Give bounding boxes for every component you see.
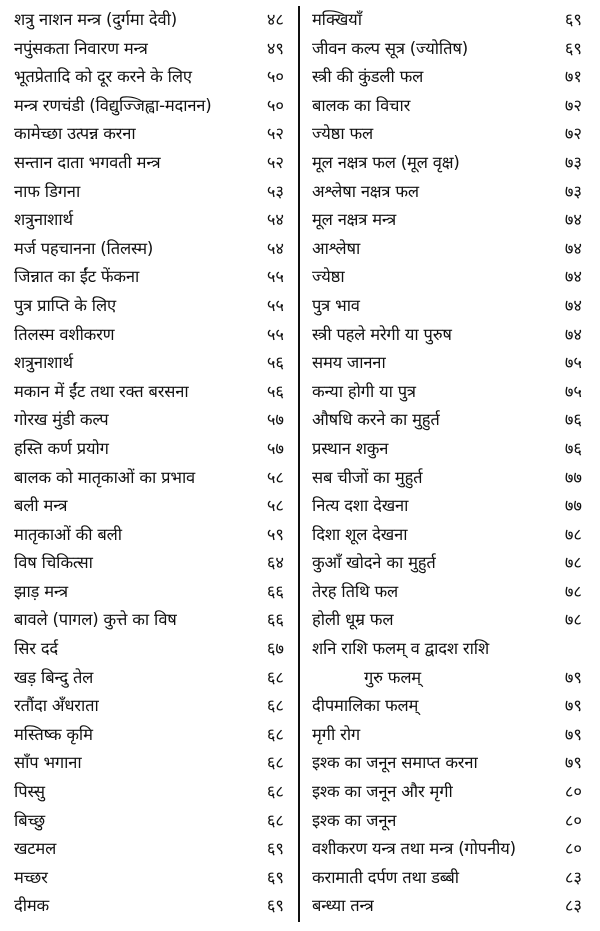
- entry-title: मक्खियाँ: [312, 10, 362, 29]
- entry-title: कामेच्छा उत्पन्न करना: [14, 124, 136, 144]
- entry-title: मातृकाओं की बली: [14, 524, 122, 544]
- entry-title: खड़ बिन्दु तेल: [14, 667, 94, 687]
- entry-page-number: ८३: [564, 867, 582, 887]
- index-entry: [8, 549, 290, 578]
- entry-page-number: ६६: [266, 581, 284, 601]
- index-entry: [8, 292, 290, 321]
- index-entry: [306, 778, 588, 807]
- index-entry: [8, 635, 290, 664]
- entry-title: पिस्सु: [14, 782, 45, 802]
- index-entry: [8, 349, 290, 378]
- entry-page-number: ७८: [564, 524, 582, 544]
- index-entry: [306, 263, 588, 292]
- entry-page-number: ६८: [266, 810, 284, 830]
- entry-page-number: ७९: [564, 696, 582, 716]
- entry-page-number: ७६: [564, 410, 582, 430]
- entry-title: औषधि करने का मुहुर्त: [312, 410, 440, 430]
- entry-title: बली मन्त्र: [14, 496, 68, 516]
- index-entry: [306, 635, 588, 692]
- entry-title: रतौंदा अँधराता: [14, 696, 99, 716]
- index-column-right: [306, 6, 588, 921]
- index-entry: [306, 492, 588, 521]
- entry-title: बावले (पागल) कुत्ते का विष: [14, 610, 177, 630]
- entry-title: इश्क का जनून: [312, 810, 397, 830]
- entry-title: सन्तान दाता भगवती मन्त्र: [14, 152, 161, 172]
- entry-page-number: ७५: [564, 353, 582, 373]
- entry-page-number: ५२: [266, 124, 284, 144]
- entry-title: बिच्छु: [14, 810, 45, 830]
- entry-title: हस्ति कर्ण प्रयोग: [14, 438, 109, 458]
- entry-title: शत्रुनाशार्थ: [14, 210, 73, 230]
- entry-page-number: ६९: [564, 38, 582, 58]
- index-entry: [8, 92, 290, 121]
- index-entry: [8, 664, 290, 693]
- entry-page-number: ७९: [564, 667, 582, 687]
- column-divider: [298, 6, 300, 922]
- index-entry: [8, 6, 290, 35]
- entry-title: मूल नक्षत्र मन्त्र: [312, 210, 396, 230]
- index-entry: [8, 464, 290, 493]
- index-entry: [306, 321, 588, 350]
- index-entry: [8, 120, 290, 149]
- entry-page-number: ६८: [266, 667, 284, 687]
- entry-page-number: ६९: [266, 839, 284, 859]
- entry-title: ज्येष्ठा: [312, 267, 345, 287]
- index-entry: [8, 492, 290, 521]
- entry-page-number: ५७: [266, 438, 284, 458]
- entry-title: जिन्नात का ईंट फेंकना: [14, 267, 140, 287]
- entry-title: मर्ज पहचानना (तिलस्म): [14, 238, 154, 258]
- index-entry: [306, 235, 588, 264]
- entry-title: बालक को मातृकाओं का प्रभाव: [14, 467, 196, 487]
- entry-page-number: ६६: [266, 610, 284, 630]
- entry-title: कन्या होगी या पुत्र: [312, 381, 416, 401]
- entry-title: साँप भगाना: [14, 753, 82, 773]
- index-entry: [8, 321, 290, 350]
- entry-title: तिलस्म वशीकरण: [14, 324, 115, 344]
- entry-page-number: ५६: [266, 381, 284, 401]
- index-entry: [306, 6, 588, 35]
- entry-page-number: ६८: [266, 724, 284, 744]
- entry-title-continuation: गुरु फलम्: [364, 667, 421, 687]
- entry-title: विष चिकित्सा: [14, 553, 93, 573]
- index-entry: [8, 263, 290, 292]
- entry-page-number: ७२: [564, 95, 582, 115]
- entry-title: शत्रुनाशार्थ: [14, 353, 73, 373]
- index-entry: [306, 464, 588, 493]
- entry-title: बन्ध्या तन्त्र: [312, 896, 374, 916]
- index-entry: [8, 235, 290, 264]
- index-entry: [306, 692, 588, 721]
- entry-page-number: ७२: [564, 124, 582, 144]
- index-entry: [8, 435, 290, 464]
- entry-page-number: ७४: [564, 210, 582, 230]
- entry-page-number: ५७: [266, 410, 284, 430]
- entry-page-number: ४८: [266, 10, 284, 29]
- index-entry: [8, 749, 290, 778]
- entry-page-number: ५५: [266, 267, 284, 287]
- entry-title: वशीकरण यन्त्र तथा मन्त्र (गोपनीय): [312, 839, 516, 859]
- entry-page-number: ७७: [564, 496, 582, 516]
- entry-page-number: ५०: [266, 67, 284, 87]
- index-entry: [306, 292, 588, 321]
- index-entry: [306, 549, 588, 578]
- entry-page-number: ७९: [564, 753, 582, 773]
- entry-page-number: ७८: [564, 581, 582, 601]
- entry-title: स्त्री की कुंडली फल: [312, 67, 424, 87]
- entry-title: तेरह तिथि फल: [312, 581, 399, 601]
- entry-title: मच्छर: [14, 867, 48, 887]
- index-entry: [8, 721, 290, 750]
- entry-page-number: ७३: [564, 181, 582, 201]
- index-entry: [306, 120, 588, 149]
- entry-page-number: ७४: [564, 295, 582, 315]
- index-entry: [8, 835, 290, 864]
- index-entry: [8, 206, 290, 235]
- entry-title: बालक का विचार: [312, 95, 411, 115]
- entry-page-number: ५४: [266, 210, 284, 230]
- entry-page-number: ७८: [564, 610, 582, 630]
- entry-title: मस्तिष्क कृमि: [14, 724, 93, 744]
- index-entry: [8, 606, 290, 635]
- entry-title: झाड़ मन्त्र: [14, 581, 68, 601]
- entry-page-number: ५८: [266, 467, 284, 487]
- entry-page-number: ५४: [266, 238, 284, 258]
- entry-title: सिर दर्द: [14, 639, 58, 659]
- entry-title: मूल नक्षत्र फल (मूल वृक्ष): [312, 152, 460, 172]
- entry-page-number: ६९: [266, 896, 284, 916]
- index-entry: [8, 63, 290, 92]
- entry-title: शत्रु नाशन मन्त्र (दुर्गमा देवी): [14, 10, 177, 29]
- entry-page-number: ५२: [266, 152, 284, 172]
- index-entry: [306, 63, 588, 92]
- entry-title: पुत्र भाव: [312, 295, 360, 315]
- entry-page-number: ६८: [266, 782, 284, 802]
- entry-page-number: ६७: [266, 639, 284, 659]
- entry-page-number: ७४: [564, 324, 582, 344]
- index-entry: [306, 892, 588, 921]
- entry-title: नाफ डिगना: [14, 181, 81, 201]
- index-entry: [306, 178, 588, 207]
- index-entry: [306, 435, 588, 464]
- index-entry: [8, 778, 290, 807]
- entry-title: गोरख मुंडी कल्प: [14, 410, 109, 430]
- index-entry: [8, 578, 290, 607]
- entry-title: दीपमालिका फलम्: [312, 696, 419, 716]
- entry-title: नित्य दशा देखना: [312, 496, 409, 516]
- entry-title: शनि राशि फलम् व द्वादश राशि: [312, 639, 489, 659]
- entry-title: जीवन कल्प सूत्र (ज्योतिष): [312, 38, 468, 58]
- index-entry: [8, 892, 290, 921]
- entry-page-number: ७७: [564, 467, 582, 487]
- index-entry: [306, 35, 588, 64]
- index-entry: [8, 807, 290, 836]
- index-entry: [8, 149, 290, 178]
- entry-title: अश्लेषा नक्षत्र फल: [312, 181, 419, 201]
- entry-page-number: ७६: [564, 438, 582, 458]
- entry-page-number: ५६: [266, 353, 284, 373]
- index-entry: [306, 206, 588, 235]
- entry-title: भूतप्रेतादि को दूर करने के लिए: [14, 67, 192, 87]
- entry-title: नपुंसकता निवारण मन्त्र: [14, 38, 148, 58]
- index-entry: [306, 749, 588, 778]
- entry-page-number: ५०: [266, 95, 284, 115]
- index-entry: [306, 721, 588, 750]
- entry-page-number: ५५: [266, 324, 284, 344]
- entry-title: इश्क का जनून और मृगी: [312, 782, 453, 802]
- index-entry: [8, 178, 290, 207]
- index-entry: [8, 378, 290, 407]
- index-entry: [306, 521, 588, 550]
- entry-title: मन्त्र रणचंडी (विद्युज्जिह्वा-मदानन): [14, 95, 212, 115]
- entry-title: खटमल: [14, 839, 57, 859]
- entry-title: समय जानना: [312, 353, 386, 373]
- entry-title: दिशा शूल देखना: [312, 524, 408, 544]
- entry-page-number: ५५: [266, 295, 284, 315]
- entry-page-number: ६८: [266, 696, 284, 716]
- entry-page-number: ७९: [564, 724, 582, 744]
- entry-title: सब चीजों का मुहुर्त: [312, 467, 423, 487]
- index-entry: [8, 35, 290, 64]
- entry-page-number: ७४: [564, 238, 582, 258]
- entry-page-number: ७५: [564, 381, 582, 401]
- entry-title: पुत्र प्राप्ति के लिए: [14, 295, 116, 315]
- entry-page-number: ६४: [266, 553, 284, 573]
- index-entry: [306, 406, 588, 435]
- entry-title: प्रस्थान शकुन: [312, 438, 389, 458]
- index-entry: [306, 149, 588, 178]
- entry-title: स्त्री पहले मरेगी या पुरुष: [312, 324, 452, 344]
- index-entry: [8, 521, 290, 550]
- entry-page-number: ८०: [564, 810, 582, 830]
- entry-title: आश्लेषा: [312, 238, 361, 258]
- entry-page-number: ५८: [266, 496, 284, 516]
- index-entry: [8, 864, 290, 893]
- index-entry: [306, 378, 588, 407]
- entry-title: मकान में ईंट तथा रक्त बरसना: [14, 381, 189, 401]
- index-entry: [306, 349, 588, 378]
- entry-title: ज्येष्ठा फल: [312, 124, 373, 144]
- entry-title: करामाती दर्पण तथा डब्बी: [312, 867, 459, 887]
- entry-page-number: ५९: [266, 524, 284, 544]
- entry-title: होली धूम्र फल: [312, 610, 394, 630]
- index-column-left: [8, 6, 290, 921]
- entry-page-number: ७४: [564, 267, 582, 287]
- index-entry: [306, 578, 588, 607]
- entry-title: दीमक: [14, 896, 49, 916]
- index-entry: [306, 835, 588, 864]
- entry-title: मृगी रोग: [312, 724, 360, 744]
- entry-page-number: ८०: [564, 839, 582, 859]
- index-entry: [306, 807, 588, 836]
- index-entry: [8, 406, 290, 435]
- entry-page-number: ७१: [564, 67, 582, 87]
- entry-page-number: ४९: [266, 38, 284, 58]
- entry-title: इश्क का जनून समाप्त करना: [312, 753, 478, 773]
- entry-page-number: ८३: [564, 896, 582, 916]
- entry-title: कुआँ खोदने का मुहुर्त: [312, 553, 436, 573]
- entry-page-number: ७८: [564, 553, 582, 573]
- entry-page-number: ८०: [564, 782, 582, 802]
- index-entry: [306, 864, 588, 893]
- entry-page-number: ७३: [564, 152, 582, 172]
- index-entry: [8, 692, 290, 721]
- index-entry: [306, 606, 588, 635]
- entry-page-number: ६९: [564, 10, 582, 29]
- entry-page-number: ५३: [266, 181, 284, 201]
- entry-page-number: ६९: [266, 867, 284, 887]
- index-entry: [306, 92, 588, 121]
- entry-page-number: ६८: [266, 753, 284, 773]
